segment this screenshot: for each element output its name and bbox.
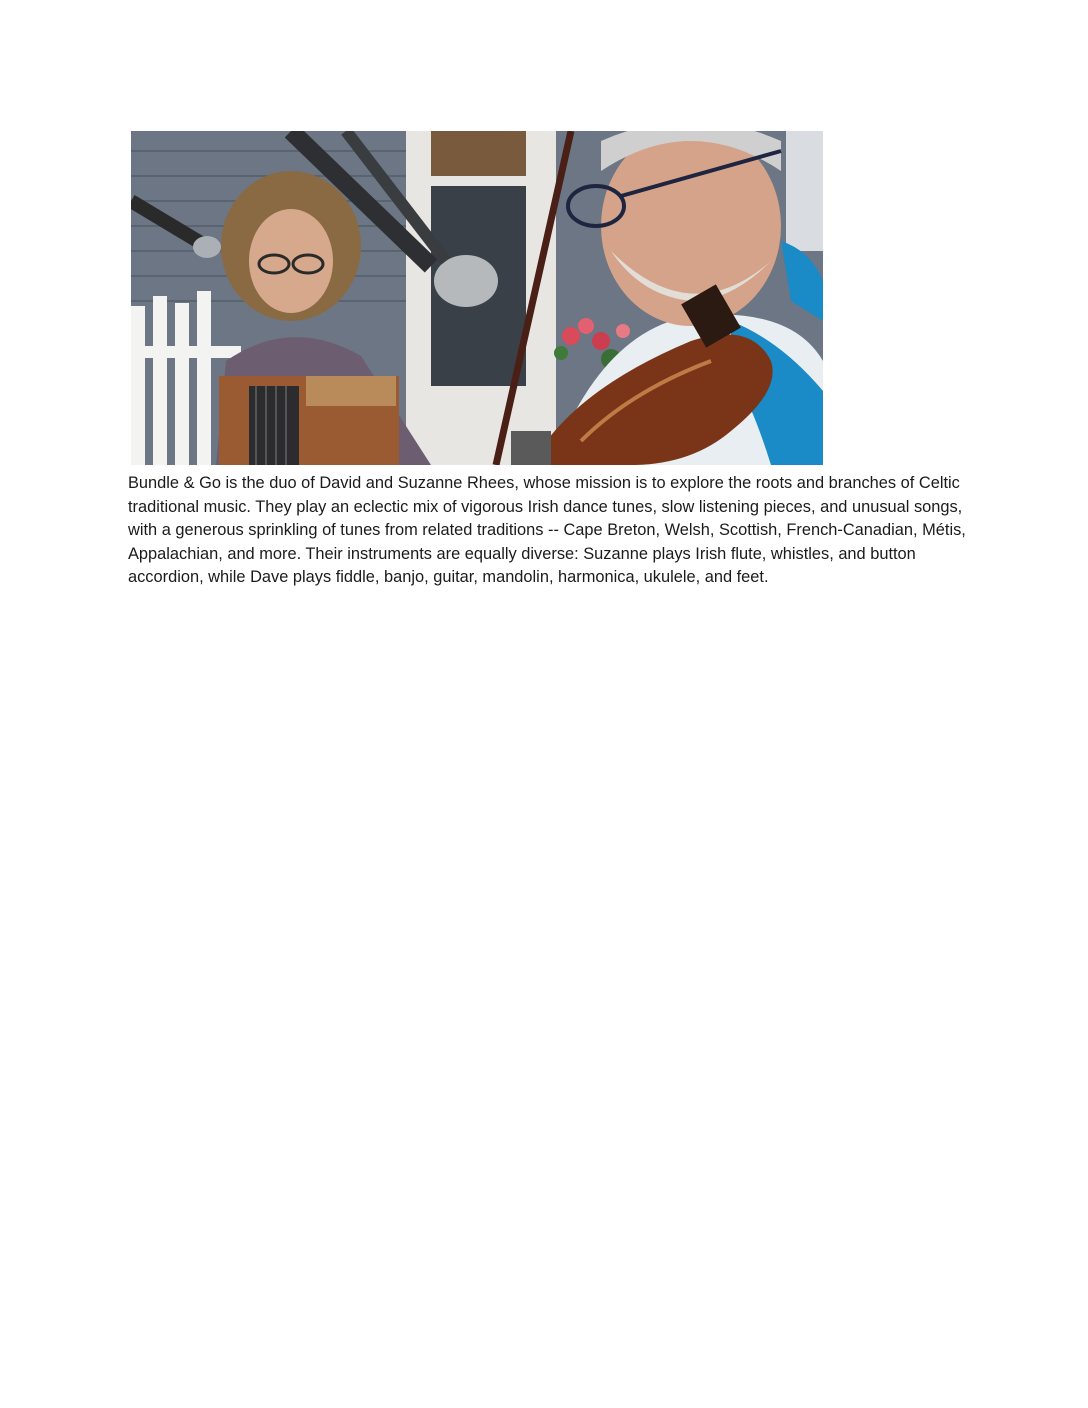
band-photo-illustration bbox=[131, 131, 823, 465]
band-photo bbox=[131, 131, 823, 465]
band-description: Bundle & Go is the duo of David and Suzanne Rhees, whose mission is to explore the roots and branches of Celtic traditional music. They play an eclectic mix of vigorous Irish dance tunes, slow listening pieces, and unusual songs, with a generous sprinkling of tunes from related traditions -- Cape Breton, Welsh, Scottish, French-Canadian, Métis, Appalachian, and more. Their instruments are equally diverse: Suzanne plays Irish flute, whistles, and button accordion, while Dave plays fiddle, banjo, guitar, mandolin, harmonica, ukulele, and feet. bbox=[128, 474, 966, 586]
